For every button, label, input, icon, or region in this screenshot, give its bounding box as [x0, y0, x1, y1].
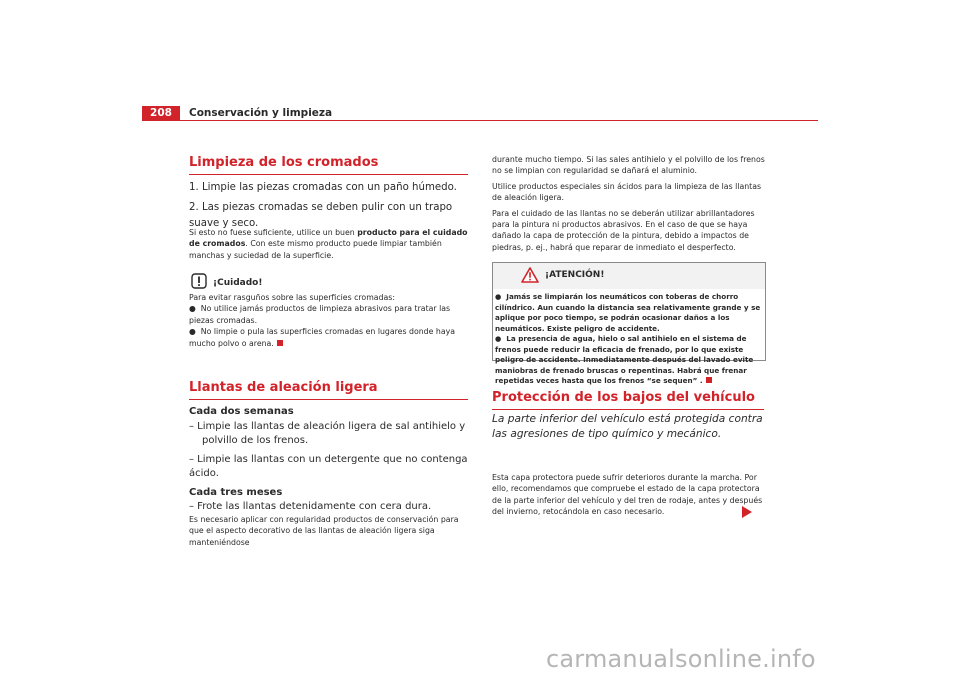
warning-box [492, 262, 766, 385]
alloy-item-2: – Limpie las llantas con un detergente que no contenga ácido. [189, 453, 468, 479]
chrome-paragraph [189, 227, 469, 261]
warning-title: ¡ATENCIÓN! [545, 270, 605, 280]
step-1: 1. Limpie las piezas cromadas con un paño húmedo. [189, 182, 457, 193]
warning-item-1 [495, 292, 763, 334]
subheading-quarterly: Cada tres meses [189, 486, 283, 498]
paragraph-1: durante mucho tiempo. Si las sales antihielo y el polvillo de los frenos no se limpian con regularidad se dañará el aluminio. [492, 155, 765, 176]
caution-body [189, 292, 469, 349]
bullet-icon: ● [189, 327, 201, 337]
next-page-arrow-icon [742, 506, 752, 518]
page-number: 208 [142, 106, 180, 120]
paragraph-2: Utilice productos especiales sin ácidos para la limpieza de las llantas de aleación ligera. [492, 181, 762, 203]
section-alloy [189, 380, 468, 400]
warning-item-2 [495, 334, 763, 387]
bullet-icon: ● [189, 304, 201, 314]
section-heading-chrome: Limpieza de los cromados [189, 155, 379, 170]
underbody-paragraph: Esta capa protectora puede sufrir deterioros durante la marcha. Por ello, recomendamos que compruebe el estado de la capa protectora de la parte inferior del vehículo y del tren de rodaje, antes y después del invierno, retocándola en caso necesario. [492, 473, 763, 517]
caution-item-2-text: No limpie o pula las superficies cromadas en lugares donde haya mucho polvo o arena. [189, 327, 456, 348]
warning-item-2-text: La presencia de agua, hielo o sal antihielo en el sistema de frenos puede reducir la eficacia de frenado, por lo que existe peligro de accidente. Inmediatamente después del lavado evite maniobras de frenado bruscas o repentinas. Habrá que frenar repetidas veces hasta que los frenos “se sequen” . [495, 334, 754, 385]
warning-item-1-text: Jamás se limpiarán los neumáticos con toberas de chorro cilíndrico. Aun cuando la distancia sea relativamente grande y se aplique por poco tiempo, se podrán ocasionar daños a los neumáticos. Existe peligro de accidente. [495, 292, 761, 333]
chrome-steps [189, 180, 471, 232]
bullet-icon: ● [495, 334, 507, 343]
para-text-after: . Con este mismo producto puede limpiar también manchas y suciedad de la superficie. [189, 239, 442, 260]
alloy-item-3: – Frote las llantas detenidamente con cera dura. [189, 501, 432, 512]
section-rule [492, 409, 764, 410]
paragraph-3: Para el cuidado de las llantas no se deberán utilizar abrillantadores para la pintura ni productos abrasivos. En el caso de que se haya dañado la capa de protección de la pintura, debido a impactos de piedras, p. ej., habrá que reparar de inmediato el desperfecto. [492, 208, 755, 252]
caution-icon [191, 273, 207, 289]
right-paragraphs [492, 154, 766, 253]
para-text: Si esto no fuese suficiente, utilice un buen [189, 228, 358, 237]
header-rule [142, 120, 818, 121]
section-heading-alloy: Llantas de aleación ligera [189, 380, 378, 395]
caution-title: ¡Cuidado! [213, 278, 263, 288]
caution-intro: Para evitar rasguños sobre las superficies cromadas: [189, 293, 395, 302]
caution-item-2 [189, 326, 469, 349]
end-of-section-icon [706, 377, 712, 383]
watermark: carmanualsonline.info [546, 645, 816, 673]
bullet-icon: ● [495, 292, 507, 301]
alloy-list [189, 405, 471, 515]
warning-body [495, 292, 763, 387]
alloy-item-1: – Limpie las llantas de aleación ligera de sal antihielo y polvillo de los frenos. [189, 420, 466, 446]
section-rule [189, 174, 468, 175]
warning-triangle-icon [521, 267, 539, 283]
running-title: Conservación y limpieza [189, 107, 333, 119]
caution-item-1 [189, 303, 469, 326]
underbody-lead: La parte inferior del vehículo está protegida contra las agresiones de tipo químico y mecánico. [492, 413, 763, 440]
section-chrome [189, 155, 468, 175]
section-rule [189, 399, 468, 400]
step-2: 2. Las piezas cromadas se deben pulir con un trapo suave y seco. [189, 202, 453, 229]
section-heading-underbody: Protección de los bajos del vehículo [492, 390, 755, 405]
subheading-biweekly: Cada dos semanas [189, 406, 294, 417]
end-of-section-icon [277, 340, 283, 346]
para-bold: producto para el cuidado de cromados [189, 228, 468, 249]
caution-item-1-text: No utilice jamás productos de limpieza abrasivos para tratar las piezas cromadas. [189, 304, 451, 325]
alloy-paragraph: Es necesario aplicar con regularidad productos de conservación para que el aspecto decorativo de las llantas de aleación ligera siga manteniéndose [189, 515, 459, 547]
section-underbody [492, 390, 764, 410]
